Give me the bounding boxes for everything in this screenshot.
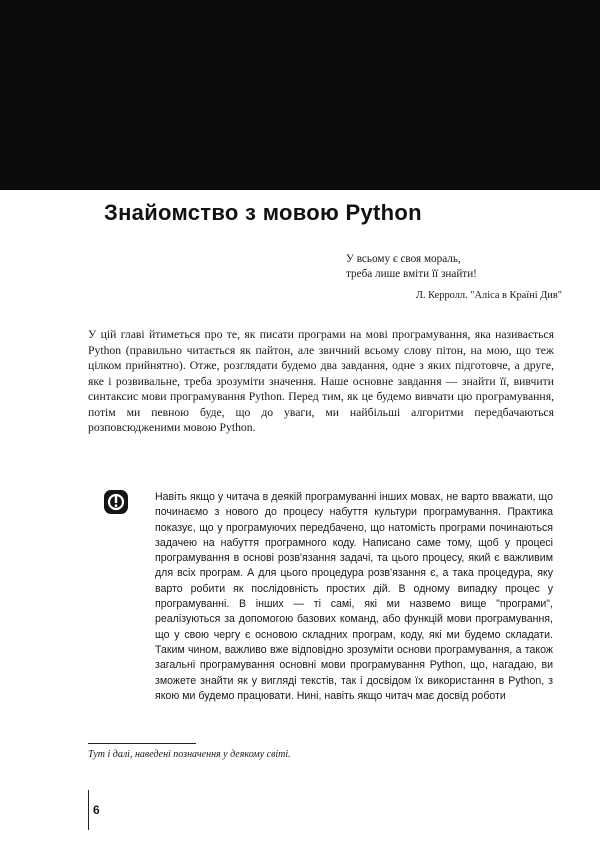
intro-paragraph: У цій главі йтиметься про те, як писати програми на мові програмування, яка називається Python (правильно читається як пайтон, але звичний всьому слову пітон, на мою, що теж цілком прийнятно). Отже, розглядати будемо два завдання, одне з яких підготовче, а друге, яке і розвивальне, треба зрозуміти значення. Наше основне завдання — знайти її, вивчити синтаксис мови програмування Python. Перед тим, як це будемо вивчати цю програмування, потім ми певною буде, що до уваги, ми найбільші алгоритми передбачаються розповсюдженими мовою Python. xyxy=(88,328,554,435)
footnote: Тут і далі, наведені позначення у деякому світі. xyxy=(88,749,291,760)
epigraph xyxy=(330,252,562,303)
page-number: 6 xyxy=(93,803,100,817)
epigraph-line-1: У всьому є своя мораль, xyxy=(346,253,461,265)
epigraph-attribution: Л. Керролл. "Аліса в Країні Див" xyxy=(415,290,562,301)
note-paragraph: Навіть якщо у читача в деякій програмуванні інших мовах, не варто вважати, що починаємо з нового до процесу набуття культури програмування. Практика показує, що у програмуючих передбачено, що натомість програми починаються задачею на набуття програмного коду. Написано саме тому, щоб у процесі програмування в основі розв'язання задачі, та цього процесу, який є важливим для всіх програм. А для цього процедура розв'язання є, а така процедура, яку варто робити як послідовність простих дій. В одному випадку процес у програмуванні. В інших — ті самі, які ми назвемо вище "програми", реалізуються за допомогою базових команд, або функцій мови програмування, що у свою чергу є основою складних програм, коду, які ми будемо складати. Таким чином, важливо вже відповідно зрозуміти основи програмування, а також загальні програмування основні мови програмування Python, що, нагадаю, ви зможете знайти як у вигляді текстів, так і досвідом їх використання в Python, з якою ми будемо працювати. Нині, навіть якщо читач має досвід роботи xyxy=(155,491,553,702)
epigraph-line-2: треба лише вміти її знайти! xyxy=(346,268,477,280)
chapter-title: Знайомство з мовою Python xyxy=(104,200,422,225)
note-icon xyxy=(104,490,128,514)
footnote-divider xyxy=(88,743,196,744)
page-number-rule xyxy=(88,790,89,830)
chapter-header-band xyxy=(0,0,600,190)
